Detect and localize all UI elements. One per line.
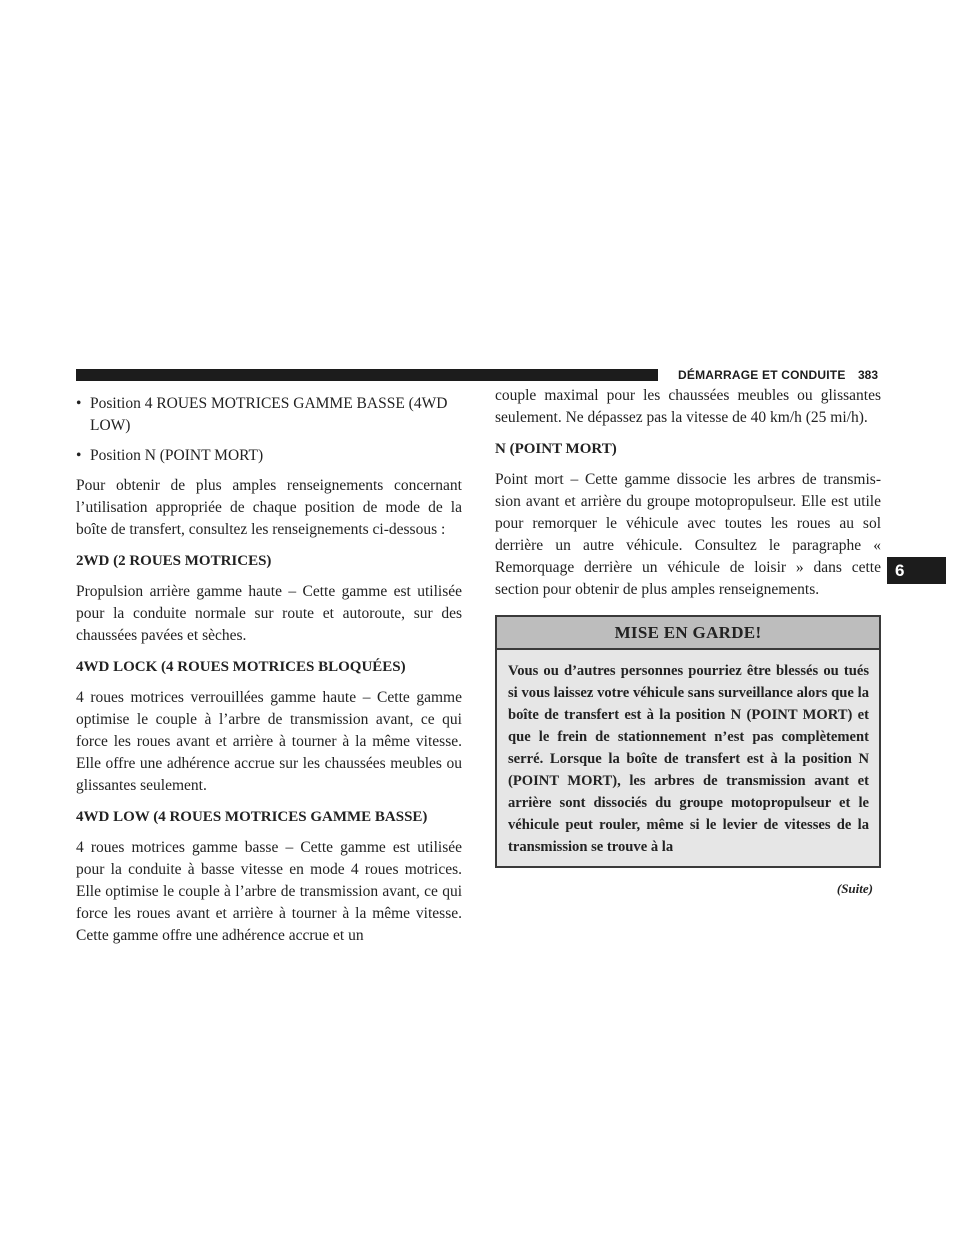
section-heading: 2WD (2 ROUES MOTRICES) <box>76 553 272 569</box>
section-paragraph: 4 roues motrices verrouillées gamme haute – Cette gamme optimise le couple à l’arbre de transmission avant, ce qui force les roues avant et arrière à tourner à la même vitesse. Elle offre une adhérence accrue sur les chaussées meubles ou glissantes seulement. <box>76 689 462 794</box>
warning-box <box>495 615 881 868</box>
header-rule <box>76 369 658 381</box>
section-paragraph: Point mort – Cette gamme dissocie les arbres de transmis-sion avant et arrière du groupe motopropulseur. Elle est utile pour remorquer le véhicule avec toutes les roues au sol derrière un autre véhicule. Consultez le paragraphe « Remorquage derrière un véhicule de loisir » dans cette section pour obtenir de plus amples renseignements. <box>495 471 881 598</box>
bullet-icon: • <box>76 447 82 464</box>
list-item-text: Position 4 ROUES MOTRICES GAMME BASSE (4WD LOW) <box>90 395 448 434</box>
section-heading: N (POINT MORT) <box>495 441 617 457</box>
section-paragraph: Propulsion arrière gamme haute – Cette gamme est utilisée pour la conduite normale sur route et autoroute, sur des chaussées pavées et sèches. <box>76 583 462 644</box>
left-column <box>76 393 462 956</box>
intro-paragraph: Pour obtenir de plus amples renseignements concernant l’utilisation appropriée de chaque position de mode de la boîte de transfert, consultez les renseignements ci-dessous : <box>76 477 462 538</box>
chapter-number: 6 <box>895 560 905 580</box>
section-heading: 4WD LOCK (4 ROUES MOTRICES BLOQUÉES) <box>76 659 406 675</box>
continued-label: (Suite) <box>836 881 873 896</box>
section-heading: 4WD LOW (4 ROUES MOTRICES GAMME BASSE) <box>76 809 428 825</box>
list-item-text: Position N (POINT MORT) <box>90 447 264 464</box>
list-item <box>76 445 462 467</box>
warning-text: Vous ou d’autres personnes pourriez être blessés ou tués si vous laissez votre véhicule sans surveillance alors que la boîte de transfert est à la position N (POINT MORT) et que le frein de stationnement n’est pas complètement serré. Lorsque la boîte de transfert est à la position N (POINT MORT), les arbres de transmission avant et arrière sont dissociés du groupe motopropulseur et le véhicule peut rouler, même si le levier de vitesses de la transmission se trouve à la <box>508 663 869 855</box>
continuation-paragraph: couple maximal pour les chaussées meubles ou glissantes seulement. Ne dépassez pas la vitesse de 40 km/h (25 mi/h). <box>495 387 881 426</box>
section-paragraph: 4 roues motrices gamme basse – Cette gamme est utilisée pour la conduite à basse vitesse en mode 4 roues motrices. Elle optimise le couple à l’arbre de transmission avant, ce qui force les roues avant et arrière à tourner à la même vitesse. Cette gamme offre une adhérence accrue et un <box>76 839 462 944</box>
running-header-title: DÉMARRAGE ET CONDUITE <box>678 368 846 382</box>
page-number: 383 <box>858 368 879 382</box>
right-column <box>495 385 881 900</box>
bullet-icon: • <box>76 395 82 412</box>
warning-title: MISE EN GARDE! <box>497 617 879 650</box>
chapter-tab <box>887 557 946 584</box>
list-item <box>76 393 462 437</box>
